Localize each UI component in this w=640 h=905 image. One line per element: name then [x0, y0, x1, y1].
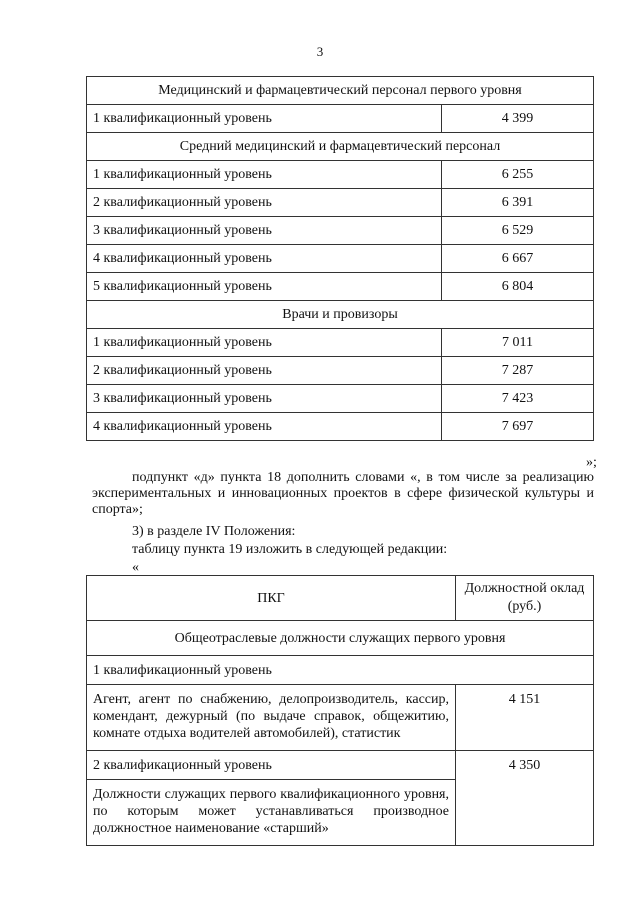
level-cell: 1 квалификационный уровень	[87, 105, 442, 133]
table-row	[87, 161, 594, 189]
table-group-header	[87, 133, 594, 161]
closing-quote: »;	[586, 455, 597, 470]
salary-cell: 6 804	[442, 273, 594, 301]
table-row	[87, 357, 594, 385]
header-salary: Должностной оклад (руб.)	[456, 576, 594, 621]
table-row	[87, 329, 594, 357]
level-cell: 2 квалификационный уровень	[87, 189, 442, 217]
table-row	[87, 656, 594, 685]
table-header-row	[87, 576, 594, 621]
salary-cell: 7 423	[442, 385, 594, 413]
level-cell: 5 квалификационный уровень	[87, 273, 442, 301]
level-cell: 2 квалификационный уровень	[87, 751, 456, 780]
salary-cell: 7 287	[442, 357, 594, 385]
salary-cell: 7 697	[442, 413, 594, 441]
level-cell: 3 квалификационный уровень	[87, 217, 442, 245]
salary-cell: 4 151	[456, 685, 594, 751]
level-cell: 4 квалификационный уровень	[87, 413, 442, 441]
level-cell: 3 квалификационный уровень	[87, 385, 442, 413]
level-cell: 4 квалификационный уровень	[87, 245, 442, 273]
table-group-header	[87, 621, 594, 656]
salary-table-medical	[86, 76, 594, 441]
salary-cell: 4 350	[456, 751, 594, 846]
positions-cell: Агент, агент по снабжению, делопроизводитель, кассир, комендант, дежурный (по выдаче справок, общежитию, комнате отдыха водителей автомобилей), статистик	[87, 685, 456, 751]
paragraph-amendment: подпункт «д» пункта 18 дополнить словами «, в том числе за реализацию экспериментальных и инновационных проектов в сфере физической культуры и спорта»;	[92, 470, 594, 517]
table-row	[87, 385, 594, 413]
paragraph-section-iv: 3) в разделе IV Положения:	[132, 524, 296, 539]
salary-cell: 6 667	[442, 245, 594, 273]
table-row	[87, 245, 594, 273]
paragraph-table-intro: таблицу пункта 19 изложить в следующей редакции:	[132, 542, 448, 557]
salary-cell: 7 011	[442, 329, 594, 357]
header-pkg: ПКГ	[87, 576, 456, 621]
page-number: 3	[316, 44, 324, 59]
table-row	[87, 105, 594, 133]
salary-cell: 6 391	[442, 189, 594, 217]
positions-cell: Должности служащих первого квалификационного уровня, по которым может устанавливаться производное должностное наименование «старший»	[87, 780, 456, 846]
opening-quote: «	[132, 560, 139, 575]
group-title: Врачи и провизоры	[87, 301, 594, 329]
table-row	[87, 273, 594, 301]
table-row	[87, 189, 594, 217]
level-cell: 1 квалификационный уровень	[87, 329, 442, 357]
table-row	[87, 751, 594, 780]
level-cell: 2 квалификационный уровень	[87, 357, 442, 385]
table-row	[87, 413, 594, 441]
level-cell: 1 квалификационный уровень	[87, 161, 442, 189]
table-row	[87, 217, 594, 245]
salary-cell: 6 529	[442, 217, 594, 245]
salary-cell: 4 399	[442, 105, 594, 133]
table-row	[87, 685, 594, 751]
salary-table-general	[86, 575, 594, 846]
table-group-header	[87, 77, 594, 105]
salary-cell: 6 255	[442, 161, 594, 189]
group-title: Медицинский и фармацевтический персонал первого уровня	[87, 77, 594, 105]
table-group-header	[87, 301, 594, 329]
group-title: Общеотраслевые должности служащих первого уровня	[87, 621, 594, 656]
group-title: Средний медицинский и фармацевтический персонал	[87, 133, 594, 161]
level-cell: 1 квалификационный уровень	[87, 656, 594, 685]
